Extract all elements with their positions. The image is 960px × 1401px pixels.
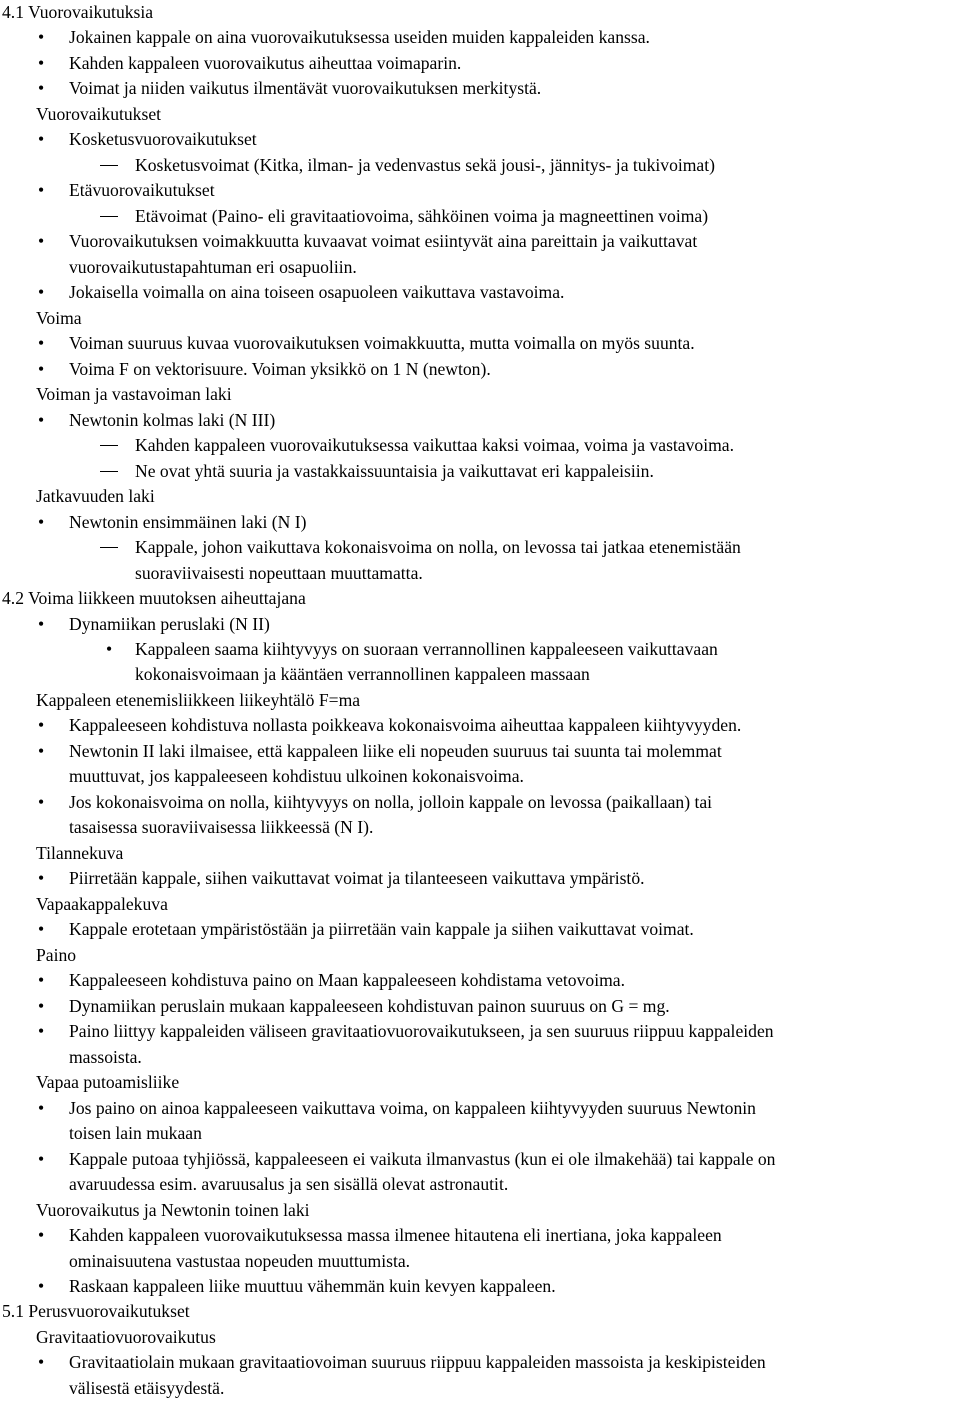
line-text: Dynamiikan peruslain mukaan kappaleeseen kohdistuvan painon suuruus on G = mg. [69, 995, 670, 1016]
bullet-marker-icon: • [38, 740, 45, 761]
line-text: Jatkavuuden laki [36, 486, 155, 507]
line-text: muuttuvat, jos kappaleeseen kohdistuu ulkoinen kokonaisvoima. [69, 766, 524, 787]
bullet-marker-icon: • [38, 995, 45, 1016]
line-text: Newtonin ensimmäinen laki (N I) [69, 511, 307, 532]
line-text: Jos kokonaisvoima on nolla, kiihtyvyys on nolla, jolloin kappale on levossa (paikallaan) tai [69, 791, 713, 812]
line-text: Ne ovat yhtä suuria ja vastakkaissuuntaisia ja vaikuttavat eri kappaleisiin. [135, 460, 654, 481]
line-text: Tilannekuva [36, 842, 124, 863]
bullet-marker-icon: • [38, 27, 45, 48]
bullet-marker-icon: • [38, 970, 45, 991]
bullet-marker-icon: • [38, 333, 45, 354]
line-text: Voiman ja vastavoiman laki [36, 384, 232, 405]
line-text: Paino [36, 944, 77, 965]
dash-marker-icon [100, 216, 118, 217]
dash-marker-icon [100, 445, 118, 446]
line-text: välisestä etäisyydestä. [69, 1377, 225, 1398]
line-text: Vuorovaikutuksen voimakkuutta kuvaavat voimat esiintyvät aina pareittain ja vaikuttavat [69, 231, 698, 252]
line-text: Kosketusvuorovaikutukset [69, 129, 257, 150]
line-text: Kappaleen saama kiihtyvyys on suoraan verrannollinen kappaleeseen vaikuttavaan [135, 639, 718, 659]
bullet-marker-icon: • [38, 791, 45, 812]
line-text: vuorovaikutustapahtuman eri osapuoliin. [69, 256, 357, 277]
bullet-marker-icon: • [38, 1352, 45, 1373]
bullet-marker-icon: • [38, 282, 45, 303]
line-text: suoraviivaisesti nopeuttaan muuttamatta. [135, 562, 423, 583]
line-text: Kahden kappaleen vuorovaikutuksessa vaikuttaa kaksi voimaa, voima ja vastavoima. [135, 435, 734, 456]
line-text: Newtonin kolmas laki (N III) [69, 409, 276, 430]
line-text: kokonaisvoimaan ja kääntäen verrannollinen kappaleen massaan [135, 664, 590, 685]
bullet-marker-icon: • [38, 715, 45, 736]
line-text: toisen lain mukaan [69, 1123, 202, 1144]
line-text: Kappaleeseen kohdistuva nollasta poikkeava kokonaisvoima aiheuttaa kappaleen kiihtyvyyden. [69, 715, 742, 736]
bullet-marker-icon: • [38, 613, 45, 634]
line-text: Newtonin II laki ilmaisee, että kappaleen liike eli nopeuden suuruus tai suunta tai molemmat [69, 740, 722, 761]
line-text: Voimat ja niiden vaikutus ilmentävät vuorovaikutuksen merkitystä. [69, 78, 542, 99]
line-text: Vapaa putoamisliike [36, 1072, 180, 1093]
line-text: 5.1 Perusvuorovaikutukset [2, 1301, 190, 1322]
bullet-marker-icon: • [38, 52, 45, 73]
line-text: Jokainen kappale on aina vuorovaikutuksessa useiden muiden kappaleiden kanssa. [69, 27, 650, 48]
line-text: Voima [36, 307, 82, 328]
line-text: Gravitaatiolain mukaan gravitaatiovoiman suuruus riippuu kappaleiden massoista ja keskipisteiden [69, 1352, 766, 1373]
bullet-marker-icon: • [38, 1021, 45, 1042]
bullet-marker-icon: • [106, 639, 113, 659]
line-text: Gravitaatiovuorovaikutus [36, 1326, 216, 1347]
bullet-marker-icon: • [38, 1225, 45, 1246]
line-text: Paino liittyy kappaleiden väliseen gravitaatiovuorovaikutukseen, ja sen suuruus riippuu kappaleiden [69, 1021, 774, 1042]
bullet-marker-icon: • [38, 919, 45, 940]
line-text: Dynamiikan peruslaki (N II) [69, 613, 270, 634]
line-text: tasaisessa suoraviivaisessa liikkeessä (N I). [69, 817, 374, 838]
dash-marker-icon [100, 165, 118, 166]
line-text: Etävuorovaikutukset [69, 180, 215, 201]
line-text: Jokaisella voimalla on aina toiseen osapuoleen vaikuttava vastavoima. [69, 282, 565, 303]
line-text: Piirretään kappale, siihen vaikuttavat voimat ja tilanteeseen vaikuttava ympäristö. [69, 868, 645, 889]
dash-marker-icon [100, 547, 118, 548]
bullet-marker-icon: • [38, 78, 45, 99]
line-text: Kahden kappaleen vuorovaikutus aiheuttaa voimaparin. [69, 52, 462, 73]
line-text: ominaisuutena vastustaa nopeuden muuttumista. [69, 1250, 411, 1271]
line-text: avaruudessa esim. avaruusalus ja sen sisällä olevat astronautit. [69, 1174, 509, 1195]
line-text: Jos paino on ainoa kappaleeseen vaikuttava voima, on kappaleen kiihtyvyyden suuruus Newtonin [69, 1097, 756, 1118]
line-text: Raskaan kappaleen liike muuttuu vähemmän kuin kevyen kappaleen. [69, 1276, 556, 1296]
bullet-marker-icon: • [38, 1148, 45, 1169]
line-text: Kahden kappaleen vuorovaikutuksessa massa ilmenee hitautena eli inertiana, joka kappaleen [69, 1225, 722, 1246]
bullet-marker-icon: • [38, 1276, 45, 1296]
bullet-marker-icon: • [38, 409, 45, 430]
line-text: Etävoimat (Paino- eli gravitaatiovoima, sähköinen voima ja magneettinen voima) [135, 205, 709, 226]
bullet-marker-icon: • [38, 511, 45, 532]
line-text: 4.1 Vuorovaikutuksia [2, 2, 154, 22]
line-text: Voima F on vektorisuure. Voiman yksikkö on 1 N (newton). [69, 358, 491, 379]
bullet-marker-icon: • [38, 358, 45, 379]
line-text: massoista. [69, 1046, 142, 1067]
line-text: Kappale erotetaan ympäristöstään ja piirretään vain kappale ja siihen vaikuttavat voimat. [69, 919, 694, 940]
line-text: Kappaleeseen kohdistuva paino on Maan kappaleeseen kohdistama vetovoima. [69, 970, 625, 991]
bullet-marker-icon: • [38, 868, 45, 889]
bullet-marker-icon: • [38, 231, 45, 252]
line-text: Vuorovaikutukset [36, 103, 162, 124]
dash-marker-icon [100, 471, 118, 472]
line-text: 4.2 Voima liikkeen muutoksen aiheuttajana [2, 588, 306, 609]
bullet-marker-icon: • [38, 129, 45, 150]
line-text: Vuorovaikutus ja Newtonin toinen laki [36, 1199, 310, 1220]
bullet-marker-icon: • [38, 1097, 45, 1118]
bullet-marker-icon: • [38, 180, 45, 201]
line-text: Voiman suuruus kuvaa vuorovaikutuksen voimakkuutta, mutta voimalla on myös suunta. [69, 333, 695, 354]
line-text: Kappaleen etenemisliikkeen liikeyhtälö F=ma [36, 689, 361, 710]
line-text: Kosketusvoimat (Kitka, ilman- ja vedenvastus sekä jousi-, jännitys- ja tukivoimat) [135, 154, 715, 175]
line-text: Kappale, johon vaikuttava kokonaisvoima on nolla, on levossa tai jatkaa etenemistään [135, 537, 741, 558]
line-text: Vapaakappalekuva [36, 893, 168, 914]
line-text: Kappale putoaa tyhjiössä, kappaleeseen ei vaikuta ilmanvastus (kun ei ole ilmakehää) tai kappale on [69, 1148, 776, 1169]
